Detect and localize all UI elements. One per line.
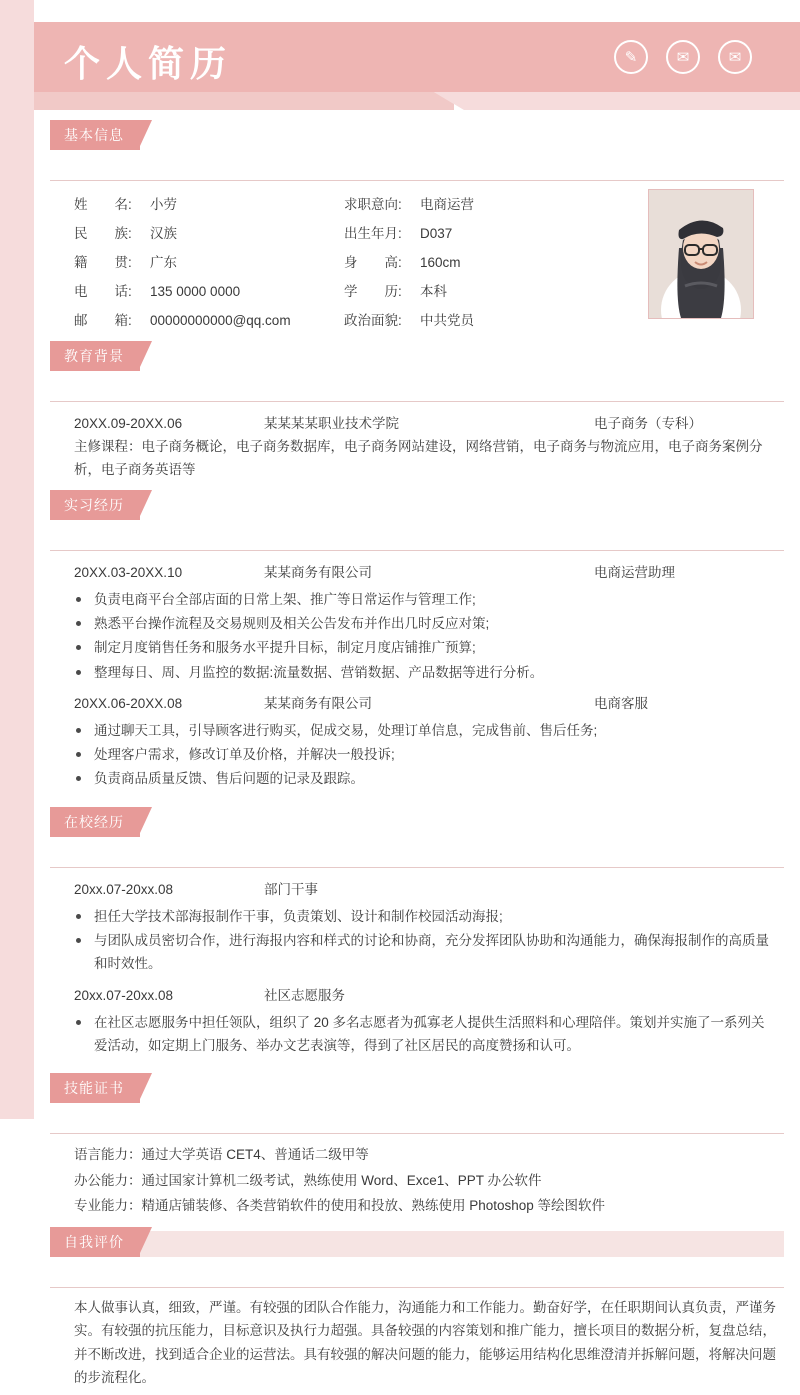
- section-bar: [50, 345, 784, 371]
- section-bar: [50, 494, 784, 520]
- list-item: 负责电商平台全部店面的日常上架、推广等日常运作与管理工作;: [74, 588, 778, 611]
- field-label: 民 族:: [74, 226, 132, 241]
- field-row: [74, 193, 344, 213]
- section-evaluation: [34, 1227, 800, 1288]
- section-title-education: 教育背景: [50, 341, 140, 371]
- section-title-campus: 在校经历: [50, 807, 140, 837]
- internship-bullets: [74, 719, 778, 791]
- pen-icon: ✎: [614, 40, 648, 74]
- field-row: [344, 222, 644, 242]
- list-item: 整理每日、周、月监控的数据:流量数据、营销数据、产品数据等进行分析。: [74, 661, 778, 684]
- internship-header: [74, 692, 778, 715]
- field-row: [344, 309, 644, 329]
- list-item: 熟悉平台操作流程及交易规则及相关公告发布并作出几时反应对策;: [74, 612, 778, 635]
- basic-info-body: [34, 181, 800, 339]
- list-item: 与团队成员密切合作，进行海报内容和样式的讨论和协商，充分发挥团队协助和沟通能力，确保海报制作的高质量和时效性。: [74, 929, 778, 975]
- list-item: 制定月度销售任务和服务水平提升目标，制定月度店铺推广预算;: [74, 636, 778, 659]
- field-label: 籍 贯:: [74, 255, 132, 270]
- section-divider: [50, 401, 784, 402]
- header-strip-accent: [34, 92, 454, 110]
- avatar-illustration: [649, 190, 753, 318]
- section-education: [34, 341, 800, 402]
- mail-icon: ✉: [666, 40, 700, 74]
- section-divider: [50, 867, 784, 868]
- field-label: 政治面貌:: [344, 313, 402, 328]
- book-icon: ✉: [718, 40, 752, 74]
- internship-company: 某某商务有限公司: [264, 695, 372, 711]
- campus-header: [74, 984, 778, 1007]
- campus-role: 社区志愿服务: [264, 987, 345, 1003]
- section-bar: [50, 1077, 784, 1103]
- left-decor-band: [0, 0, 34, 1119]
- section-bar: [50, 1231, 784, 1257]
- campus-role: 部门干事: [264, 881, 318, 897]
- field-label: 求职意向:: [344, 197, 402, 212]
- field-label: 姓 名:: [74, 197, 132, 212]
- section-title-internship: 实习经历: [50, 490, 140, 520]
- field-value: 广东: [150, 255, 177, 270]
- section-divider: [50, 550, 784, 551]
- section-campus: [34, 807, 800, 868]
- field-value: 小劳: [150, 197, 177, 212]
- campus-body: [34, 868, 800, 1072]
- field-label: 出生年月:: [344, 226, 402, 241]
- section-basic-info: [34, 120, 800, 181]
- section-divider: [50, 1287, 784, 1288]
- section-skills: [34, 1073, 800, 1134]
- section-internship: [34, 490, 800, 551]
- field-value: 本科: [420, 284, 447, 299]
- field-row: [74, 280, 344, 300]
- section-title-basic: 基本信息: [50, 120, 140, 150]
- education-body: [34, 402, 800, 488]
- campus-item: [74, 878, 778, 976]
- education-major: 电子商务（专科）: [594, 416, 702, 431]
- internship-date: 20XX.03-20XX.10: [74, 564, 183, 580]
- campus-bullets: [74, 1011, 778, 1057]
- campus-bullets: [74, 905, 778, 976]
- section-bar: [50, 124, 784, 150]
- internship-role: 电商客服: [594, 695, 648, 711]
- internship-header: [74, 561, 778, 584]
- internship-role: 电商运营助理: [594, 564, 675, 580]
- internship-bullets: [74, 588, 778, 684]
- section-divider: [50, 1133, 784, 1134]
- field-value: 00000000000@qq.com: [150, 313, 291, 328]
- campus-date: 20xx.07-20xx.08: [74, 881, 174, 897]
- internship-item: [74, 692, 778, 791]
- list-item: 担任大学技术部海报制作干事，负责策划、设计和制作校园活动海报;: [74, 905, 778, 928]
- field-row: [344, 280, 644, 300]
- internship-item: [74, 561, 778, 684]
- list-item: 通过聊天工具，引导顾客进行购买，促成交易，处理订单信息，完成售前、售后任务;: [74, 719, 778, 742]
- skill-line: 办公能力：通过国家计算机二级考试，熟练使用 Word、Exce1、PPT 办公软件: [74, 1172, 542, 1188]
- campus-date: 20xx.07-20xx.08: [74, 987, 174, 1003]
- field-row: [344, 251, 644, 271]
- list-item: 处理客户需求，修改订单及价格，并解决一般投诉;: [74, 743, 778, 766]
- education-date: 20XX.09-20XX.06: [74, 416, 183, 431]
- section-title-skills: 技能证书: [50, 1073, 140, 1103]
- education-row: [74, 412, 778, 435]
- field-row: [74, 309, 344, 329]
- field-value: 电商运营: [420, 197, 474, 212]
- internship-body: [34, 551, 800, 805]
- field-label: 邮 箱:: [74, 313, 132, 328]
- field-value: D037: [420, 226, 453, 241]
- field-label: 身 高:: [344, 255, 402, 270]
- page-title: 个人简历: [64, 43, 233, 84]
- resume-header: [34, 22, 800, 92]
- internship-date: 20XX.06-20XX.08: [74, 695, 183, 711]
- skill-line: 专业能力：精通店铺装修、各类营销软件的使用和投放、熟练使用 Photoshop 等绘图软件: [74, 1198, 606, 1214]
- field-label: 电 话:: [74, 284, 132, 299]
- section-bar: [50, 811, 784, 837]
- education-courses: 主修课程：电子商务概论，电子商务数据库，电子商务网站建设，网络营销，电子商务与物流应用，电子商务案例分析，电子商务英语等: [74, 439, 763, 478]
- header-icon-group: [614, 40, 752, 74]
- campus-item: [74, 984, 778, 1058]
- field-value: 135 0000 0000: [150, 284, 241, 299]
- field-value: 中共党员: [420, 313, 474, 328]
- campus-header: [74, 878, 778, 901]
- field-value: 汉族: [150, 226, 177, 241]
- internship-company: 某某商务有限公司: [264, 564, 372, 580]
- resume-content: [34, 118, 800, 1395]
- field-row: [74, 222, 344, 242]
- skills-body: [34, 1134, 800, 1225]
- evaluation-body: [34, 1288, 800, 1395]
- field-value: 160cm: [420, 255, 461, 270]
- list-item: 负责商品质量反馈、售后问题的记录及跟踪。: [74, 767, 778, 790]
- skill-line: 语言能力：通过大学英语 CET4、普通话二级甲等: [74, 1147, 369, 1163]
- field-row: [344, 193, 644, 213]
- education-school: 某某某某职业技术学院: [264, 416, 399, 431]
- field-row: [74, 251, 344, 271]
- field-label: 学 历:: [344, 284, 402, 299]
- section-title-evaluation: 自我评价: [50, 1227, 140, 1257]
- evaluation-text: 本人做事认真，细致，严谨。有较强的团队合作能力，沟通能力和工作能力。勤奋好学，在任职期间认真负责，严谨务实。有较强的抗压能力，目标意识及执行力超强。具备较强的内容策划和推广能力，擅长项目的数据分析，复盘总结，并不断改进，找到适合企业的运营法。具有较强的解决问题的能力，能够运用结构化思维澄清并拆解问题，将解决问题的步流程化。: [74, 1300, 776, 1385]
- list-item: 在社区志愿服务中担任领队，组织了 20 多名志愿者为孤寡老人提供生活照料和心理陪伴。策划并实施了一系列关爱活动，如定期上门服务、举办文艺表演等，得到了社区居民的高度赞扬和认可。: [74, 1011, 778, 1057]
- avatar: [648, 189, 754, 319]
